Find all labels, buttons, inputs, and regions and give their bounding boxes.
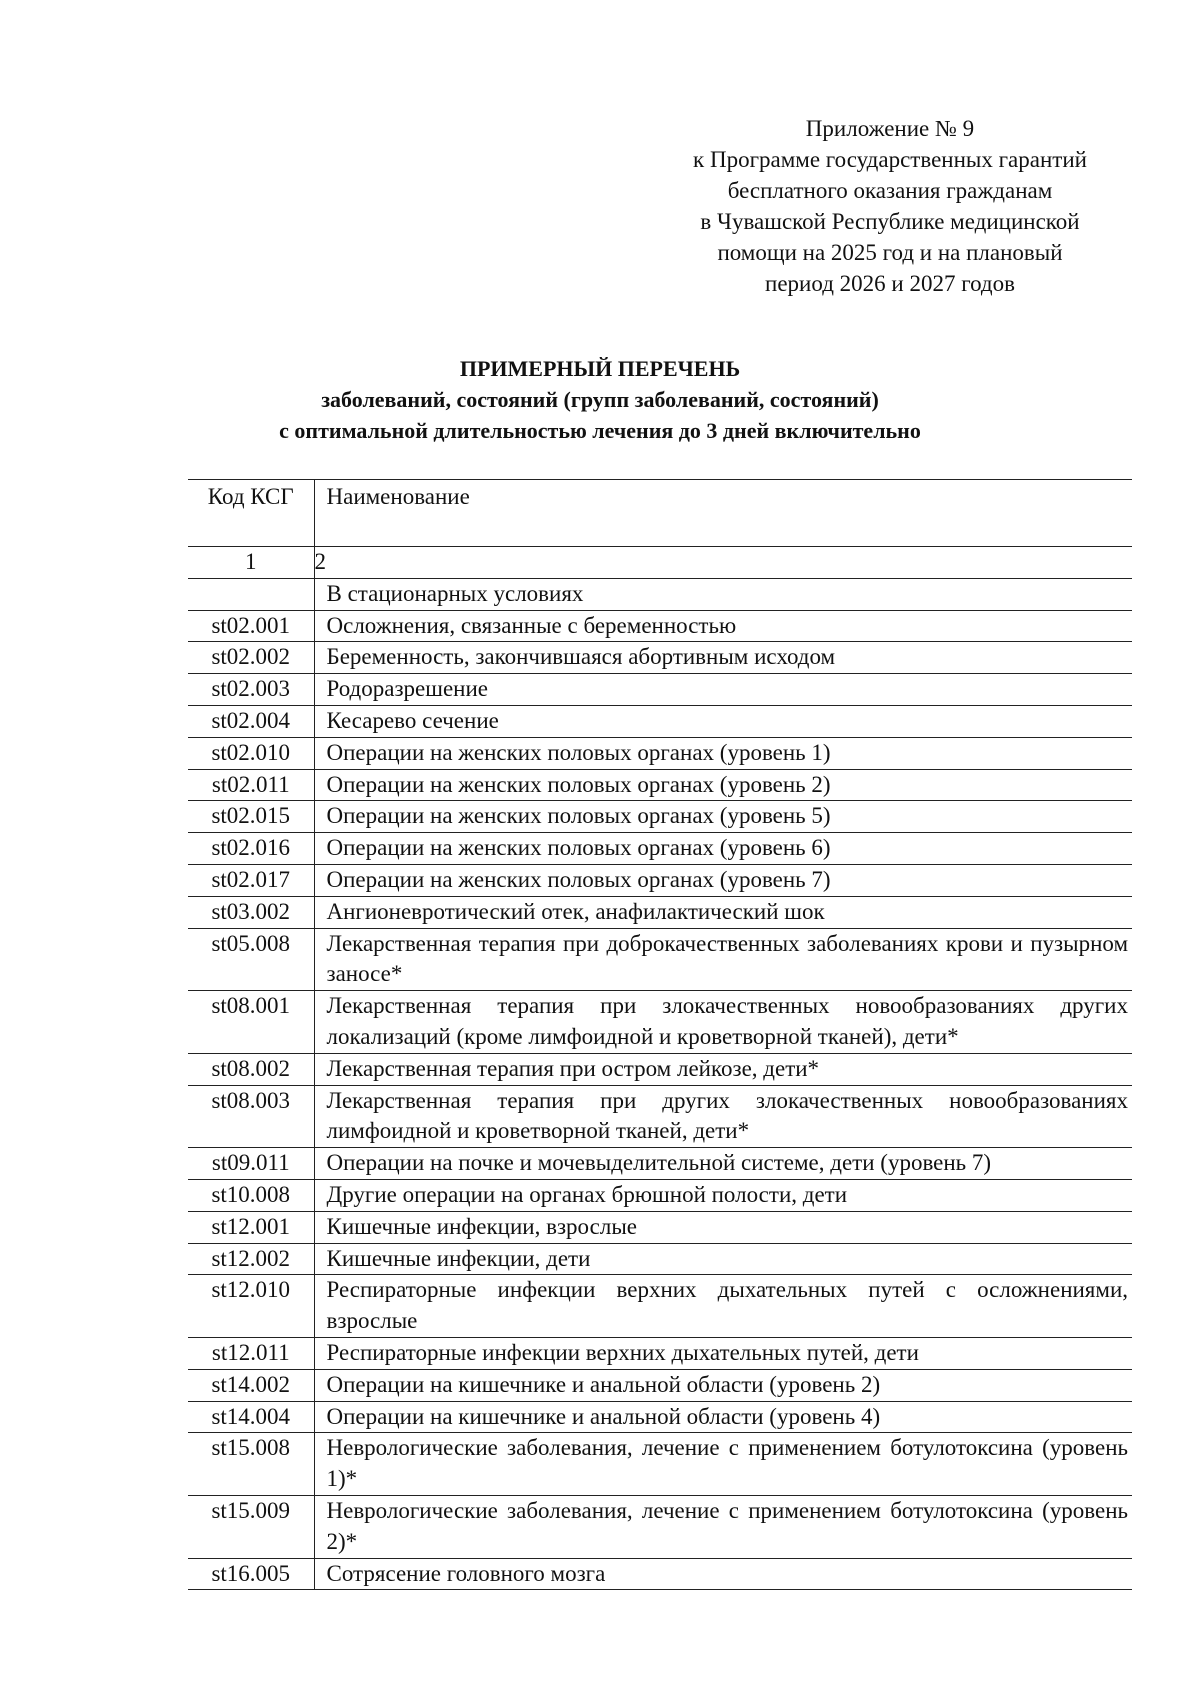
ksg-name-cell: Операции на женских половых органах (уровень 5) — [314, 801, 1132, 833]
title-subtitle: заболеваний, состояний (групп заболеваний, состояний) — [321, 387, 879, 412]
document-title — [200, 353, 1000, 446]
table-row — [188, 1179, 1132, 1211]
section-code-empty — [188, 578, 314, 610]
ksg-code-cell: st12.001 — [188, 1211, 314, 1243]
ksg-code-cell: st12.010 — [188, 1275, 314, 1338]
table-row — [188, 928, 1132, 991]
ksg-code-cell: st02.004 — [188, 705, 314, 737]
ksg-name-cell: Операции на женских половых органах (уровень 7) — [314, 864, 1132, 896]
column-header-code: Код КСГ — [188, 480, 314, 547]
section-title: В стационарных условиях — [314, 578, 1132, 610]
ksg-table — [188, 479, 1132, 1590]
ksg-code-cell: st02.003 — [188, 674, 314, 706]
ksg-code-cell: st16.005 — [188, 1558, 314, 1590]
table-row — [188, 1275, 1132, 1338]
ksg-code-cell: st02.002 — [188, 642, 314, 674]
ksg-code-cell: st14.002 — [188, 1369, 314, 1401]
ksg-code-cell: st02.001 — [188, 610, 314, 642]
ksg-name-cell: Сотрясение головного мозга — [314, 1558, 1132, 1590]
ksg-code-cell: st12.002 — [188, 1243, 314, 1275]
ksg-name-cell: Лекарственная терапия при злокачественных новообразованиях других локализаций (кроме лимфоидной и кроветворной тканей), дети* — [314, 991, 1132, 1054]
ksg-name-cell: Респираторные инфекции верхних дыхательных путей с осложнениями, взрослые — [314, 1275, 1132, 1338]
ksg-name-cell: Респираторные инфекции верхних дыхательных путей, дети — [314, 1337, 1132, 1369]
ksg-name-cell: Другие операции на органах брюшной полости, дети — [314, 1179, 1132, 1211]
ksg-code-cell: st14.004 — [188, 1401, 314, 1433]
table-row — [188, 896, 1132, 928]
table-row — [188, 1337, 1132, 1369]
table-row — [188, 1085, 1132, 1148]
table-row — [188, 1211, 1132, 1243]
ksg-name-cell: Операции на почке и мочевыделительной системе, дети (уровень 7) — [314, 1148, 1132, 1180]
ksg-name-cell: Лекарственная терапия при остром лейкозе, дети* — [314, 1053, 1132, 1085]
ksg-code-cell: st02.017 — [188, 864, 314, 896]
table-row — [188, 705, 1132, 737]
table-row — [188, 801, 1132, 833]
appendix-line: в Чувашской Республике медицинской — [700, 209, 1080, 234]
appendix-line: Приложение № 9 — [805, 116, 975, 141]
table-row — [188, 1401, 1132, 1433]
ksg-code-cell: st10.008 — [188, 1179, 314, 1211]
table-row — [188, 1148, 1132, 1180]
ksg-name-cell: Операции на женских половых органах (уровень 2) — [314, 769, 1132, 801]
table-header-row — [188, 480, 1132, 547]
table-row — [188, 1053, 1132, 1085]
ksg-code-cell: st02.015 — [188, 801, 314, 833]
title-heading: ПРИМЕРНЫЙ ПЕРЕЧЕНЬ — [459, 356, 741, 381]
ksg-name-cell: Родоразрешение — [314, 674, 1132, 706]
table-row — [188, 769, 1132, 801]
column-number-code: 1 — [188, 547, 314, 579]
table-row — [188, 833, 1132, 865]
ksg-name-cell: Операции на женских половых органах (уровень 6) — [314, 833, 1132, 865]
ksg-name-cell: Беременность, закончившаяся абортивным исходом — [314, 642, 1132, 674]
column-number-name: 2 — [314, 547, 1132, 579]
ksg-code-cell: st02.011 — [188, 769, 314, 801]
appendix-line: бесплатного оказания гражданам — [727, 178, 1053, 203]
ksg-name-cell: Осложнения, связанные с беременностью — [314, 610, 1132, 642]
appendix-line: период 2026 и 2027 годов — [765, 271, 1015, 296]
ksg-name-cell: Неврологические заболевания, лечение с применением ботулотоксина (уровень 1)* — [314, 1433, 1132, 1496]
ksg-name-cell: Лекарственная терапия при других злокачественных новообразованиях лимфоидной и кроветворной тканей, дети* — [314, 1085, 1132, 1148]
ksg-code-cell: st02.016 — [188, 833, 314, 865]
appendix-line: к Программе государственных гарантий — [693, 147, 1087, 172]
table-row — [188, 1369, 1132, 1401]
appendix-note — [620, 113, 1160, 299]
ksg-code-cell: st08.003 — [188, 1085, 314, 1148]
ksg-code-cell: st03.002 — [188, 896, 314, 928]
table-row — [188, 610, 1132, 642]
ksg-name-cell: Операции на кишечнике и анальной области (уровень 4) — [314, 1401, 1132, 1433]
ksg-code-cell: st15.008 — [188, 1433, 314, 1496]
ksg-name-cell: Кесарево сечение — [314, 705, 1132, 737]
ksg-code-cell: st12.011 — [188, 1337, 314, 1369]
ksg-name-cell: Ангионевротический отек, анафилактический шок — [314, 896, 1132, 928]
ksg-name-cell: Неврологические заболевания, лечение с применением ботулотоксина (уровень 2)* — [314, 1495, 1132, 1558]
table-row — [188, 864, 1132, 896]
ksg-name-cell: Лекарственная терапия при доброкачественных заболеваниях крови и пузырном заносе* — [314, 928, 1132, 991]
ksg-code-cell: st09.011 — [188, 1148, 314, 1180]
ksg-code-cell: st02.010 — [188, 737, 314, 769]
ksg-code-cell: st08.001 — [188, 991, 314, 1054]
section-row — [188, 578, 1132, 610]
table-row — [188, 1243, 1132, 1275]
ksg-code-cell: st15.009 — [188, 1495, 314, 1558]
ksg-code-cell: st08.002 — [188, 1053, 314, 1085]
column-header-name: Наименование — [314, 480, 1132, 547]
column-number-row — [188, 547, 1132, 579]
table-row — [188, 1495, 1132, 1558]
appendix-line: помощи на 2025 год и на плановый — [717, 240, 1063, 265]
ksg-code-cell: st05.008 — [188, 928, 314, 991]
ksg-name-cell: Кишечные инфекции, взрослые — [314, 1211, 1132, 1243]
title-subtitle: с оптимальной длительностью лечения до 3 дней включительно — [279, 418, 921, 443]
table-row — [188, 1558, 1132, 1590]
table-row — [188, 674, 1132, 706]
table-row — [188, 737, 1132, 769]
table-row — [188, 1433, 1132, 1496]
ksg-name-cell: Операции на женских половых органах (уровень 1) — [314, 737, 1132, 769]
table-row — [188, 642, 1132, 674]
ksg-name-cell: Операции на кишечнике и анальной области (уровень 2) — [314, 1369, 1132, 1401]
table-row — [188, 991, 1132, 1054]
ksg-name-cell: Кишечные инфекции, дети — [314, 1243, 1132, 1275]
